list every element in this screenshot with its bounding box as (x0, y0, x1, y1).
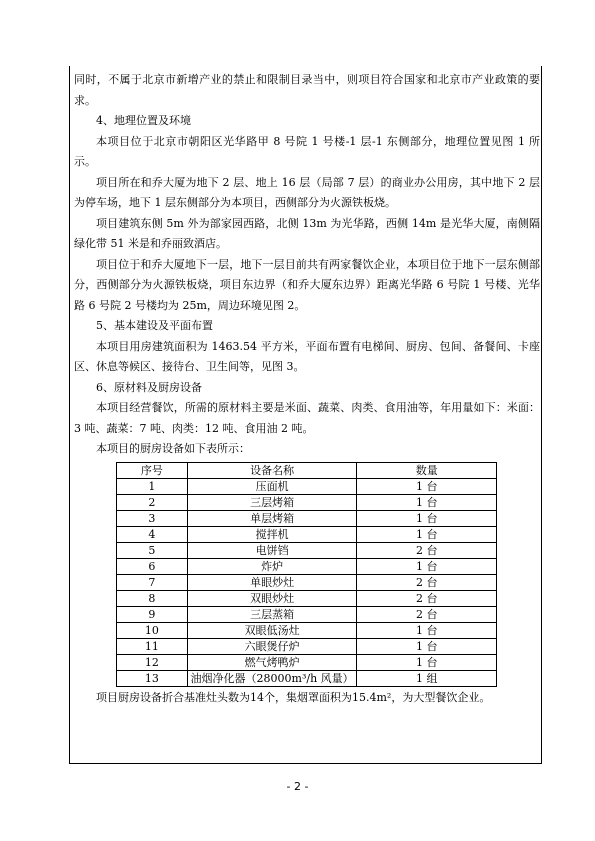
cell-equipment-name: 油烟净化器（28000m³/h 风量） (187, 670, 357, 686)
table-row (117, 638, 497, 654)
cell-equipment-name: 燃气烤鸭炉 (187, 654, 357, 670)
cell-equipment-name: 三层烤箱 (187, 494, 357, 510)
cell-quantity: 1 台 (357, 526, 497, 542)
section-heading-layout: 5、基本建设及平面布置 (96, 319, 213, 332)
section-heading-materials: 6、原材料及厨房设备 (96, 380, 202, 394)
cell-index: 3 (117, 510, 188, 526)
cell-index: 10 (117, 622, 188, 638)
table-row (117, 558, 497, 574)
table-row (117, 606, 497, 622)
cell-equipment-name: 单层烤箱 (187, 510, 357, 526)
paragraph: 项目所在和乔大厦为地下 2 层、地上 16 层（局部 7 层）的商业办公用房，其中地下 2 层为停车场，地下 1 层东侧部分为本项目，西侧部分为火源铁板烧。 (74, 175, 540, 209)
cell-equipment-name: 六眼煲仔炉 (187, 638, 357, 654)
cell-index: 7 (117, 574, 188, 590)
table-row (117, 574, 497, 590)
cell-index: 9 (117, 606, 188, 622)
table-row (117, 526, 497, 542)
cell-quantity: 1 组 (357, 670, 497, 686)
table-row (117, 654, 497, 670)
cell-index: 11 (117, 638, 188, 654)
cell-equipment-name: 电饼铛 (187, 542, 357, 558)
cell-equipment-name: 双眼低汤灶 (187, 622, 357, 638)
cell-quantity: 2 台 (357, 574, 497, 590)
cell-quantity: 1 台 (357, 638, 497, 654)
cell-equipment-name: 三层蒸箱 (187, 606, 357, 622)
cell-quantity: 1 台 (357, 510, 497, 526)
cell-equipment-name: 压面机 (187, 478, 357, 494)
cell-equipment-name: 炸炉 (187, 558, 357, 574)
cell-quantity: 2 台 (357, 606, 497, 622)
cell-equipment-name: 搅拌机 (187, 526, 357, 542)
cell-index: 12 (117, 654, 188, 670)
table-row (117, 510, 497, 526)
paragraph-summary: 项目厨房设备折合基准灶头数为14个，集烟罩面积为15.4m²，为大型餐饮企业。 (96, 690, 491, 704)
cell-index: 8 (117, 590, 188, 606)
cell-quantity: 1 台 (357, 478, 497, 494)
cell-index: 5 (117, 542, 188, 558)
cell-index: 2 (117, 494, 188, 510)
cell-quantity: 2 台 (357, 590, 497, 606)
paragraph: 同时，不属于北京市新增产业的禁止和限制目录当中，则项目符合国家和北京市产业政策的要求。 (74, 73, 540, 107)
cell-index: 1 (117, 478, 188, 494)
header-quantity: 数量 (357, 462, 497, 478)
page-number: - 2 - (286, 780, 309, 793)
paragraph: 本项目位于北京市朝阳区光华路甲 8 号院 1 号楼-1 层-1 东侧部分，地理位置见图 1 所示。 (74, 134, 540, 168)
cell-index: 6 (117, 558, 188, 574)
cell-quantity: 1 台 (357, 654, 497, 670)
document-body (74, 70, 540, 708)
cell-quantity: 1 台 (357, 622, 497, 638)
paragraph: 本项目用房建筑面积为 1463.54 平方米，平面布置有电梯间、厨房、包间、备餐间、卡座区、休息等候区、接待台、卫生间等，见图 3。 (74, 339, 540, 373)
cell-equipment-name: 双眼炒灶 (187, 590, 357, 606)
header-equipment-name: 设备名称 (187, 462, 357, 478)
table-row (117, 478, 497, 494)
table-row (117, 494, 497, 510)
header-index: 序号 (117, 462, 188, 478)
cell-quantity: 1 台 (357, 494, 497, 510)
table-row (117, 590, 497, 606)
cell-quantity: 2 台 (357, 542, 497, 558)
section-heading-location: 4、地理位置及环境 (96, 114, 191, 127)
cell-quantity: 1 台 (357, 558, 497, 574)
table-row (117, 670, 497, 686)
equipment-table (116, 462, 497, 687)
paragraph: 本项目经营餐饮，所需的原材料主要是米面、蔬菜、肉类、食用油等，年用量如下：米面：3 吨、蔬菜：7 吨、肉类：12 吨、食用油 2 吨。 (74, 401, 540, 435)
cell-equipment-name: 单眼炒灶 (187, 574, 357, 590)
cell-index: 13 (117, 670, 188, 686)
table-row (117, 542, 497, 558)
paragraph: 本项目的厨房设备如下表所示： (96, 442, 250, 455)
table-header-row (117, 462, 497, 478)
paragraph: 项目位于和乔大厦地下一层，地下一层目前共有两家餐饮企业，本项目位于地下一层东侧部分，西侧部分为火源铁板烧，项目东边界（和乔大厦东边界）距离光华路 6 号院 1 号楼、光华路 6 号院 2 号楼均为 25m，周边环境见图 2。 (74, 257, 540, 312)
paragraph: 项目建筑东侧 5m 外为部家园西路，北侧 13m 为光华路，西侧 14m 是光华大厦，南侧隔绿化带 51 米是和乔丽致酒店。 (74, 216, 540, 250)
cell-index: 4 (117, 526, 188, 542)
table-row (117, 622, 497, 638)
